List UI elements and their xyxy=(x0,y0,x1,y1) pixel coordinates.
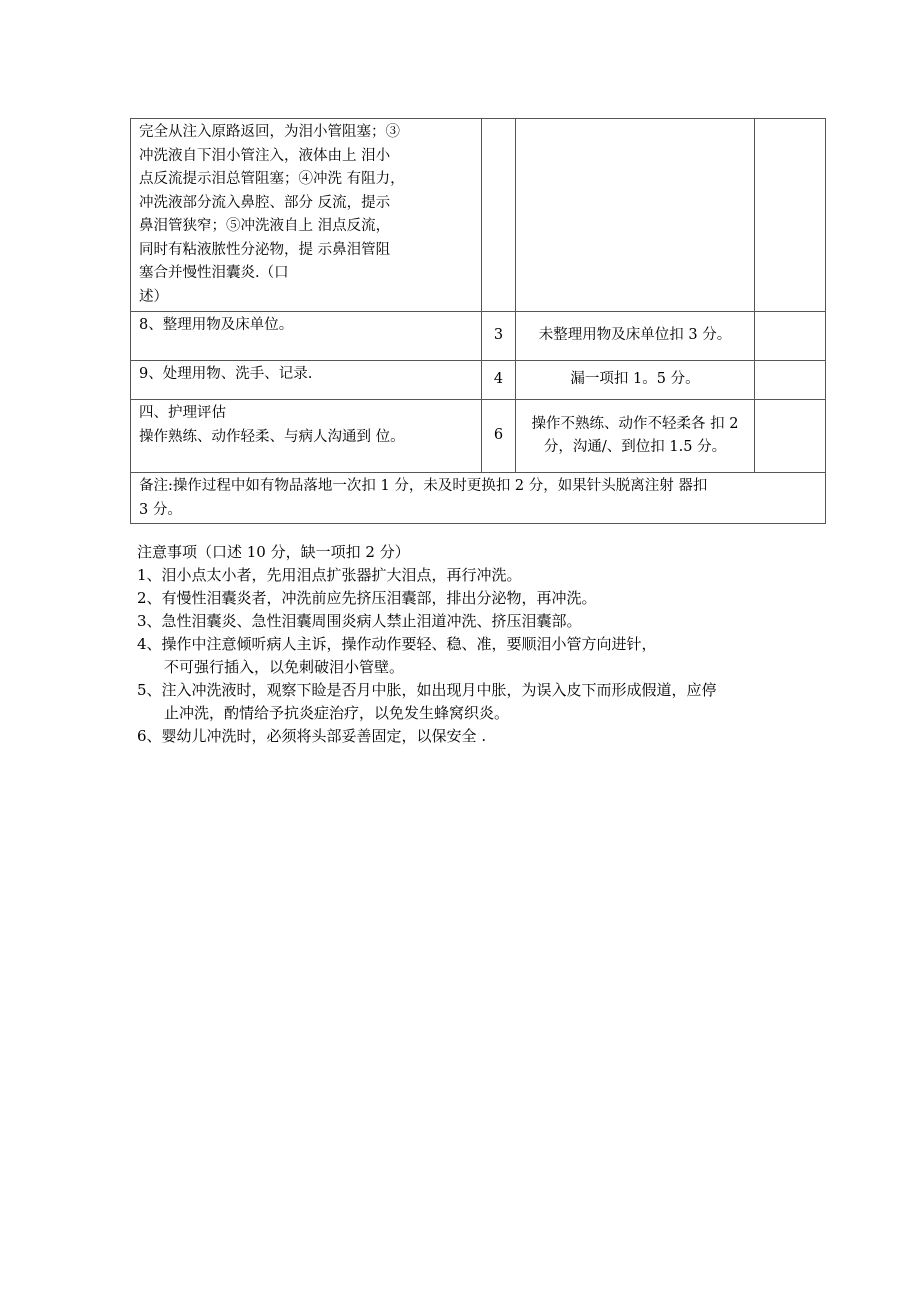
extra-cell xyxy=(755,312,826,361)
remark-cell xyxy=(131,473,826,524)
precaution-item-continued: 不可强行插入，以免刺破泪小管壁。 xyxy=(164,658,405,676)
item-text: 9、处理用物、洗手、记录. xyxy=(139,366,313,382)
score-cell xyxy=(482,119,516,312)
precaution-item: 3、急性泪囊炎、急性泪囊周围炎病人禁止泪道冲洗、挤压泪囊部。 xyxy=(137,612,582,630)
scoring-table xyxy=(130,118,826,524)
item-text: 四、护理评估 操作熟练、动作轻柔、与病人沟通到 位。 xyxy=(139,405,405,445)
item-cell xyxy=(131,361,482,400)
remark-row xyxy=(131,473,826,524)
item-cell xyxy=(131,400,482,473)
table-row xyxy=(131,400,826,473)
precautions-heading: 注意事项（口述 10 分，缺一项扣 2 分） xyxy=(137,543,410,561)
precaution-item: 5、注入冲洗液时，观察下睑是否月中胀，如出现月中胀，为误入皮下而形成假道，应停 xyxy=(137,681,717,699)
precaution-item: 4、操作中注意倾听病人主诉，操作动作要轻、稳、准，要顺泪小管方向进针， xyxy=(137,635,657,653)
table-row xyxy=(131,119,826,312)
item-text: 完全从注入原路返回，为泪小管阻塞；③ 冲洗液自下泪小管注入，液体由上 泪小 点反流提示泪总管阻塞；④冲洗 有阻力， 冲洗液部分流入鼻腔、部分 反流，提示 鼻泪管狭窄；⑤冲洗液自上 泪点反流， 同时有粘液脓性分泌物，提 示鼻泪管阻 塞合并慢性泪囊炎.（口 述） xyxy=(139,124,405,305)
precaution-item-continued: 止冲洗，酌情给予抗炎症治疗，以免发生蜂窝织炎。 xyxy=(164,704,510,722)
score-cell: 3 xyxy=(482,312,516,361)
item-text: 8、整理用物及床单位。 xyxy=(139,317,294,333)
extra-cell xyxy=(755,361,826,400)
deduction-cell: 未整理用物及床单位扣 3 分。 xyxy=(516,312,755,361)
table-row xyxy=(131,312,826,361)
table-row xyxy=(131,361,826,400)
deduction-cell: 漏一项扣 1。5 分。 xyxy=(516,361,755,400)
deduction-cell xyxy=(516,400,755,473)
remark-text: 备注:操作过程中如有物品落地一次扣 1 分，未及时更换扣 2 分，如果针头脱离注射 器扣 3 分。 xyxy=(139,478,708,518)
item-cell xyxy=(131,119,482,312)
extra-cell xyxy=(755,119,826,312)
score-cell: 6 xyxy=(482,400,516,473)
extra-cell xyxy=(755,400,826,473)
score-cell: 4 xyxy=(482,361,516,400)
precaution-item: 6、婴幼儿冲洗时，必须将头部妥善固定，以保安全 . xyxy=(137,727,487,745)
precaution-item: 2、有慢性泪囊炎者，冲洗前应先挤压泪囊部，排出分泌物，再冲洗。 xyxy=(137,589,597,607)
precaution-item: 1、泪小点太小者，先用泪点扩张器扩大泪点，再行冲洗。 xyxy=(137,566,522,584)
item-cell xyxy=(131,312,482,361)
deduction-text: 操作不熟练、动作不轻柔各 扣 2 分，沟通/、到位扣 1.5 分。 xyxy=(531,415,739,455)
deduction-cell xyxy=(516,119,755,312)
precautions-section xyxy=(137,541,827,748)
